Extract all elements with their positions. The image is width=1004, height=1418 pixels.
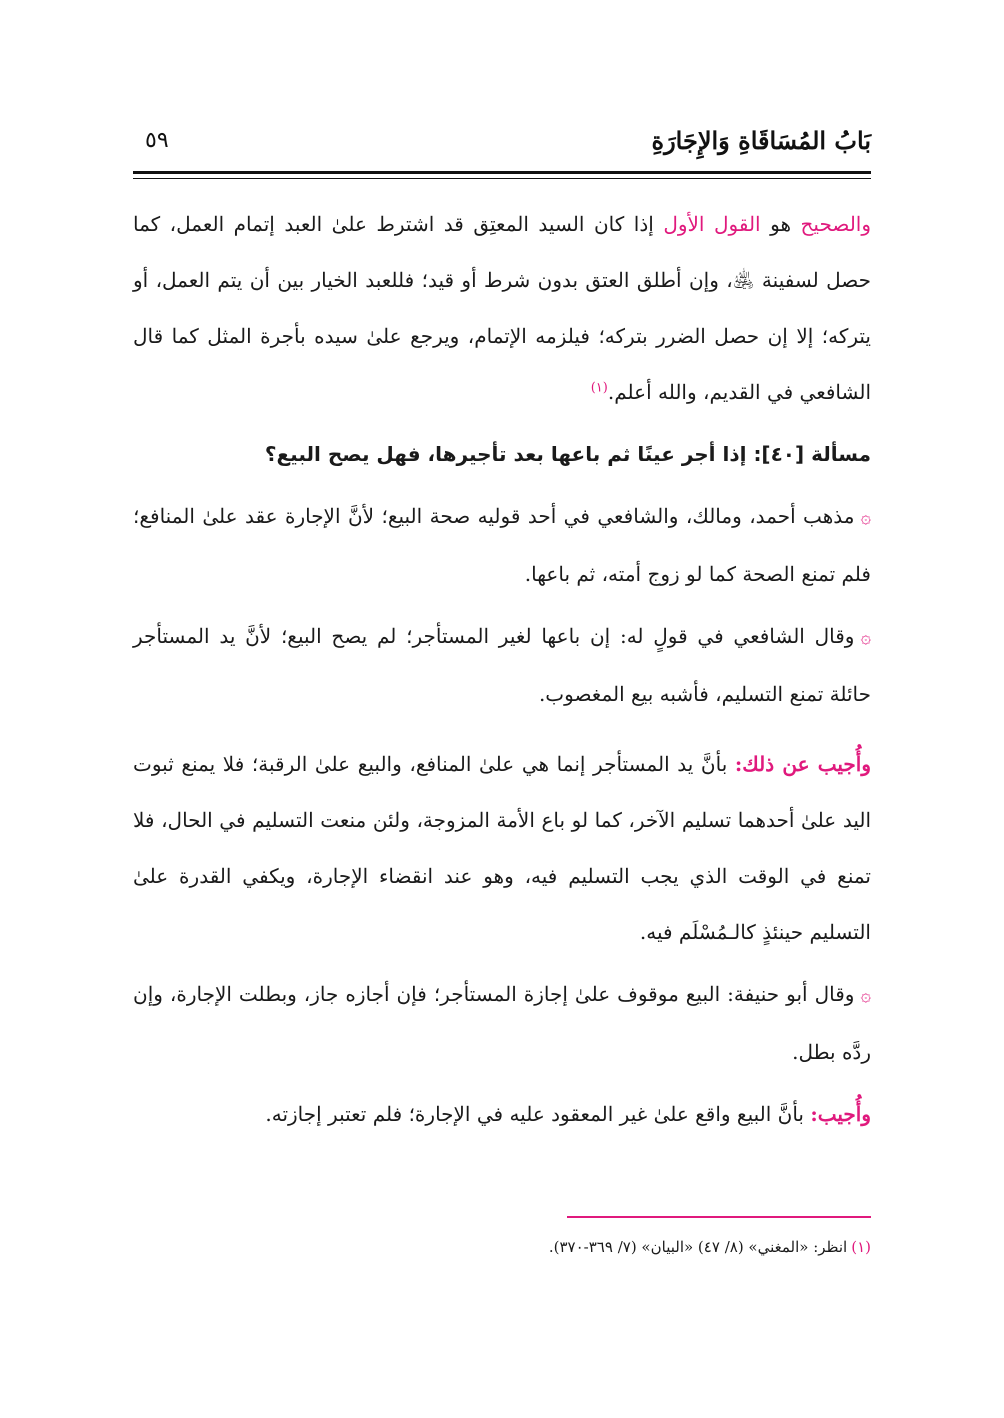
paragraph-opinion-ahmad: [133, 488, 871, 602]
question-heading: [133, 426, 871, 482]
text-segment: هو: [760, 212, 801, 236]
main-text: [133, 196, 871, 1142]
header-rule-thick: [133, 171, 871, 174]
emphasis-first-opinion: القول الأول: [663, 212, 761, 236]
paragraph-reply-1: [133, 736, 871, 960]
text-segment: إذا كان السيد المعتِق قد اشترط علىٰ العبد إتمام العمل، كما حصل لسفينة ﵁، وإن أطلق العتق بدون شرط أو قيد؛ فللعبد الخيار بين أن يتم العمل، أو يتركه؛ إلا إن حصل الضرر بتركه؛ فيلزمه الإتمام، ويرجع علىٰ سيده بأجرة المثل كما قال الشافعي في القديم، والله أعلم.: [133, 212, 871, 404]
question-text: إذا أجر عينًا ثم باعها بعد تأجيرها، فهل يصح البيع؟: [264, 442, 754, 466]
flower-bullet-icon: ۞: [860, 507, 871, 528]
text-segment: مذهب أحمد، ومالك، والشافعي في أحد قوليه صحة البيع؛ لأنَّ الإجارة عقد علىٰ المنافع؛ فلم تمنع الصحة كما لو زوج أمته، ثم باعها.: [133, 504, 871, 586]
paragraph-opinion-shafii: [133, 608, 871, 722]
question-label: مسألة [٤٠]:: [753, 442, 871, 466]
flower-bullet-icon: ۞: [860, 627, 871, 648]
footnote-reference[interactable]: (١): [590, 380, 608, 396]
header-rule-thin: [133, 178, 871, 179]
text-segment: بأنَّ يد المستأجر إنما هي علىٰ المنافع، والبيع علىٰ الرقبة؛ فلا يمنع ثبوت اليد علىٰ أحدهما تسليم الآخر، كما لو باع الأمة المزوجة، ولئن منعت التسليم في الحال، فلا تمنع في الوقت الذي يجب التسليم فيه، وهو عند انقضاء الإجارة، ويكفي القدرة علىٰ التسليم حينئذٍ كالـمُسْلَم فيه.: [133, 752, 872, 944]
footnote-number: (١): [851, 1238, 871, 1256]
chapter-title: بَابُ المُسَاقَاةِ وَالإِجَارَةِ: [651, 126, 871, 155]
footnote-text: انظر: «المغني» (٨/ ٤٧) «البيان» (٧/ ٣٦٩-٣٧٠).: [548, 1238, 848, 1256]
text-segment: بأنَّ البيع واقع علىٰ غير المعقود عليه في الإجارة؛ فلم تعتبر إجازته.: [265, 1102, 811, 1126]
footnote: [133, 1238, 871, 1256]
emphasis-correct: والصحيح: [800, 212, 872, 236]
paragraph-reply-2: [133, 1086, 871, 1142]
paragraph-opinion-hanifa: [133, 966, 871, 1080]
page-header: [133, 120, 871, 172]
reply-label: وأُجيب:: [810, 1102, 871, 1126]
paragraph-correct-opinion: [133, 196, 871, 420]
text-segment: وقال الشافعي في قولٍ له: إن باعها لغير المستأجر؛ لم يصح البيع؛ لأنَّ يد المستأجر حائلة تمنع التسليم، فأشبه بيع المغصوب.: [133, 624, 871, 706]
text-segment: وقال أبو حنيفة: البيع موقوف علىٰ إجازة المستأجر؛ فإن أجازه جاز، وبطلت الإجارة، وإن ردَّه بطل.: [133, 982, 871, 1064]
page-number: ٥٩: [145, 128, 169, 153]
reply-label: وأُجيب عن ذلك:: [734, 752, 871, 776]
flower-bullet-icon: ۞: [860, 985, 871, 1006]
footnote-rule: [567, 1216, 871, 1218]
